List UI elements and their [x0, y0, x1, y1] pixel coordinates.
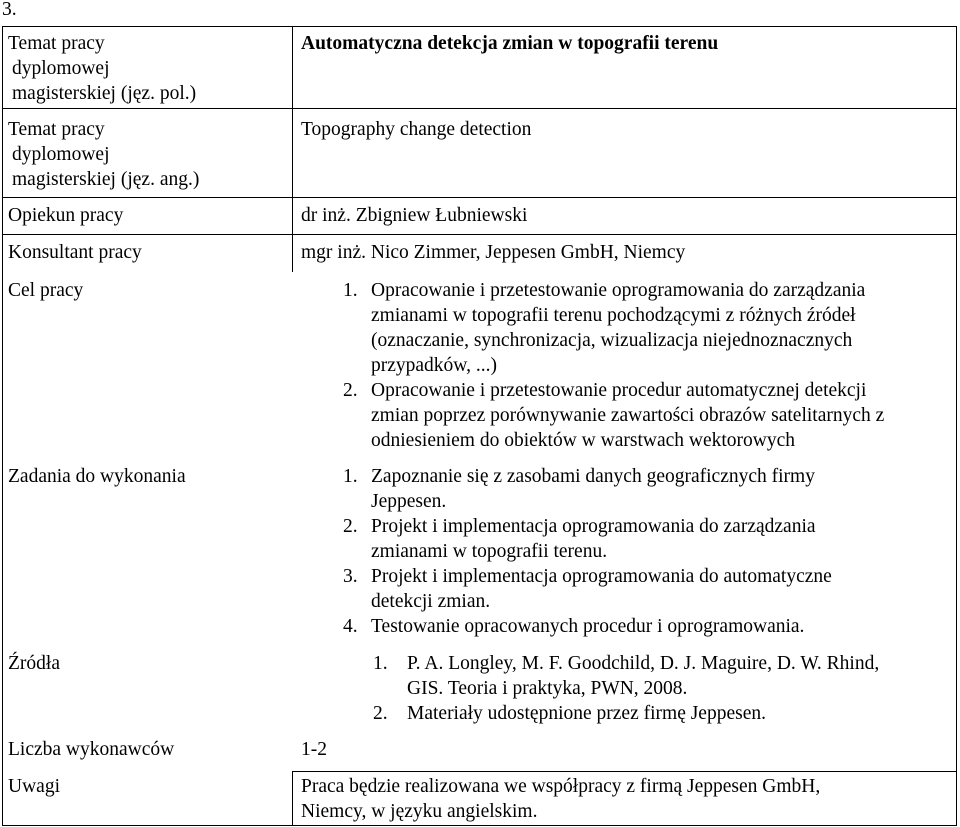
list-item-number: 1.	[373, 653, 388, 674]
list-item-number: 2.	[343, 516, 358, 537]
list-item	[343, 378, 884, 453]
label-notes: Uwagi	[8, 776, 60, 797]
list-item-line: Opracowanie i przetestowanie procedur automatycznej detekcji	[371, 380, 867, 401]
notes-line: Praca będzie realizowana we współpracy z firmą Jeppesen GmbH,	[301, 776, 821, 797]
list-item	[373, 701, 879, 726]
list-item	[373, 651, 879, 701]
table-border-right	[956, 26, 957, 826]
list-item-line: przypadków, ...)	[371, 355, 497, 376]
list-item-line: zmian poprzez porównywanie zawartości obrazów satelitarnych z	[371, 405, 885, 426]
list-item-number: 1.	[343, 466, 358, 487]
label-consultant: Konsultant pracy	[8, 242, 142, 263]
label-title-pl	[8, 31, 196, 106]
label-tasks: Zadania do wykonania	[8, 466, 186, 487]
list-item	[343, 278, 884, 378]
value-consultant: mgr inż. Nico Zimmer, Jeppesen GmbH, Niemcy	[301, 242, 686, 263]
column-divider-lower	[292, 771, 293, 826]
list-item-number: 2.	[343, 380, 358, 401]
label-line: dyplomowej	[12, 144, 110, 165]
list-item-line: zmianami w topografii terenu.	[371, 541, 608, 562]
label-title-en	[8, 117, 199, 192]
list-item	[343, 614, 832, 639]
column-divider-upper	[292, 26, 293, 272]
row-divider	[2, 197, 957, 198]
list-item-line: Projekt i implementacja oprogramowania do zarządzania	[371, 516, 816, 537]
label-sources: Źródła	[8, 653, 60, 674]
list-item-number: 4.	[343, 616, 358, 637]
table-border-bottom	[2, 825, 957, 826]
label-supervisor: Opiekun pracy	[8, 205, 124, 226]
list-item-line: Zapoznanie się z zasobami danych geograficznych firmy	[371, 466, 815, 487]
label-line: Temat pracy	[8, 33, 105, 54]
value-notes	[301, 774, 820, 824]
value-title-en: Topography change detection	[301, 119, 532, 140]
section-number: 3.	[2, 0, 17, 20]
list-item	[343, 514, 832, 564]
label-line: Temat pracy	[8, 119, 105, 140]
sources-list	[373, 651, 879, 726]
list-item-line: detekcji zmian.	[371, 591, 491, 612]
label-contractors: Liczba wykonawców	[8, 739, 175, 760]
label-line: magisterskiej (jęz. pol.)	[12, 83, 197, 104]
list-item-number: 1.	[343, 280, 358, 301]
value-title-pl: Automatyczna detekcja zmian w topografii terenu	[301, 33, 719, 54]
list-item-line: Materiały udostępnione przez firmę Jeppesen.	[407, 703, 766, 724]
label-goal: Cel pracy	[8, 280, 84, 301]
row-divider	[292, 771, 957, 772]
list-item-line: Jeppesen.	[371, 491, 447, 512]
list-item-line: Testowanie opracowanych procedur i oprogramowania.	[371, 616, 805, 637]
label-line: magisterskiej (jęz. ang.)	[12, 169, 200, 190]
row-divider	[2, 108, 957, 109]
notes-line: Niemcy, w języku angielskim.	[301, 801, 538, 822]
list-item	[343, 464, 832, 514]
tasks-list	[343, 464, 832, 639]
list-item-line: (oznaczanie, synchronizacja, wizualizacja niejednoznacznych	[371, 330, 853, 351]
list-item-line: odniesieniem do obiektów w warstwach wektorowych	[371, 430, 796, 451]
list-item-line: P. A. Longley, M. F. Goodchild, D. J. Maguire, D. W. Rhind,	[407, 653, 880, 674]
list-item-line: zmianami w topografii terenu pochodzącymi z różnych źródeł	[371, 305, 856, 326]
table-border-top	[2, 26, 957, 27]
list-item-number: 3.	[343, 566, 358, 587]
list-item-line: Opracowanie i przetestowanie oprogramowania do zarządzania	[371, 280, 866, 301]
value-contractors: 1-2	[301, 739, 327, 760]
table-border-left	[2, 26, 3, 826]
list-item-line: GIS. Teoria i praktyka, PWN, 2008.	[407, 678, 688, 699]
row-divider	[2, 234, 957, 235]
goal-list	[343, 278, 884, 453]
value-supervisor: dr inż. Zbigniew Łubniewski	[301, 205, 528, 226]
label-line: dyplomowej	[12, 58, 110, 79]
list-item-number: 2.	[373, 703, 388, 724]
list-item-line: Projekt i implementacja oprogramowania do automatyczne	[371, 566, 832, 587]
list-item	[343, 564, 832, 614]
